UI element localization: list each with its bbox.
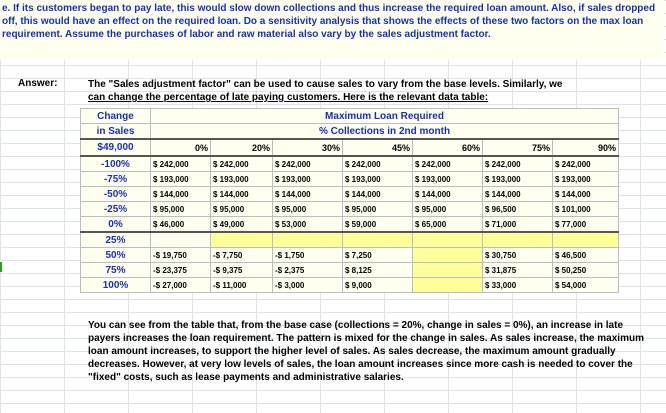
value-cell: $ 59,000 <box>343 217 413 233</box>
value-cell: $ 242,000 <box>151 156 211 172</box>
value-cell: $ 144,000 <box>343 187 413 202</box>
value-cell: $ 193,000 <box>211 172 273 187</box>
table-row <box>81 217 619 233</box>
pct-header-cell: 45% <box>343 139 413 156</box>
value-cell: -$ 9,375 <box>211 263 273 278</box>
answer-label: Answer: <box>18 78 58 89</box>
value-cell: $ 95,000 <box>151 202 211 217</box>
value-cell: $ 101,000 <box>553 202 619 217</box>
value-cell: -$ 2,375 <box>273 263 343 278</box>
value-cell: $ 65,000 <box>413 217 483 233</box>
value-cell: $ 144,000 <box>211 187 273 202</box>
change-cell: 0% <box>81 217 151 233</box>
value-cell <box>413 248 483 263</box>
change-cell: 100% <box>81 278 151 293</box>
table-row <box>81 202 619 217</box>
value-cell: $ 193,000 <box>553 172 619 187</box>
conclusion-paragraph: You can see from the table that, from the base case (collections = 20%, change in sales = 0%), an increase in late payers increases the loan requirement. The pattern is mixed for the change in sales. As sales increase, the maximum loan amount increases, to support the higher level of sales. As sales decrease, the maximum amount gradually decreases. However, at very low levels of sales, the loan amount increases since more cash is needed to cover the "fixed" costs, such as lease payments and administrative salaries. <box>88 320 644 383</box>
pct-header-cell: 60% <box>413 139 483 156</box>
value-cell: $ 193,000 <box>343 172 413 187</box>
value-cell: $ 242,000 <box>413 156 483 172</box>
value-cell: $ 144,000 <box>273 187 343 202</box>
value-cell: $ 193,000 <box>413 172 483 187</box>
value-cell <box>151 232 211 248</box>
value-cell: -$ 27,000 <box>151 278 211 293</box>
value-cell: $ 96,500 <box>483 202 553 217</box>
change-header: Change <box>81 109 151 124</box>
value-cell: $ 8,125 <box>343 263 413 278</box>
value-cell: -$ 3,000 <box>273 278 343 293</box>
table-row <box>81 278 619 293</box>
value-cell: $ 95,000 <box>343 202 413 217</box>
value-cell: $ 144,000 <box>553 187 619 202</box>
value-cell: $ 144,000 <box>483 187 553 202</box>
value-cell: $ 242,000 <box>553 156 619 172</box>
value-cell <box>413 263 483 278</box>
value-cell: $ 30,750 <box>483 248 553 263</box>
value-cell: $ 9,000 <box>343 278 413 293</box>
value-cell <box>413 278 483 293</box>
value-cell: $ 71,000 <box>483 217 553 233</box>
value-cell: $ 54,000 <box>553 278 619 293</box>
value-cell: -$ 19,750 <box>151 248 211 263</box>
value-cell <box>483 232 553 248</box>
value-cell <box>273 232 343 248</box>
change-cell: 50% <box>81 248 151 263</box>
value-cell: -$ 1,750 <box>273 248 343 263</box>
pct-header-cell: 30% <box>273 139 343 156</box>
value-cell <box>343 232 413 248</box>
max-loan-header: Maximum Loan Required <box>151 109 619 124</box>
value-cell: $ 33,000 <box>483 278 553 293</box>
value-cell <box>413 232 483 248</box>
value-cell: $ 49,000 <box>211 217 273 233</box>
change-cell: 25% <box>81 232 151 248</box>
value-cell: $ 242,000 <box>343 156 413 172</box>
value-cell: $ 95,000 <box>211 202 273 217</box>
value-cell: $ 7,250 <box>343 248 413 263</box>
value-cell: $ 31,875 <box>483 263 553 278</box>
intro-line-2: can change the percentage of late paying customers. Here is the relevant data table: <box>88 92 489 103</box>
table-row <box>81 232 619 248</box>
collections-header: % Collections in 2nd month <box>151 124 619 140</box>
pct-header-cell: 20% <box>211 139 273 156</box>
value-cell: $ 193,000 <box>483 172 553 187</box>
value-cell: $ 242,000 <box>211 156 273 172</box>
table-body <box>81 156 619 293</box>
value-cell: $ 77,000 <box>553 217 619 233</box>
value-cell <box>553 232 619 248</box>
value-cell: -$ 23,375 <box>151 263 211 278</box>
table-row <box>81 172 619 187</box>
change-cell: -75% <box>81 172 151 187</box>
value-cell: -$ 7,750 <box>211 248 273 263</box>
change-cell: -50% <box>81 187 151 202</box>
value-cell: $ 242,000 <box>273 156 343 172</box>
row-marker <box>0 262 2 272</box>
question-text: e. If its customers began to pay late, this would slow down collections and thus increase the required loan amount. Also, if sales dropped off, this would have an effect on the required loan. Do a sensitivity analysis that shows the effects of these two factors on the max loan requirement. Assume the purchases of labor and raw material also vary by the sales adjustment factor. <box>0 0 664 60</box>
table-row <box>81 187 619 202</box>
in-sales-header: in Sales <box>81 124 151 140</box>
table-row <box>81 263 619 278</box>
pct-header-cell: 75% <box>483 139 553 156</box>
value-cell: $ 144,000 <box>413 187 483 202</box>
value-cell: $ 95,000 <box>413 202 483 217</box>
value-cell: $ 193,000 <box>273 172 343 187</box>
pct-header-cell: 90% <box>553 139 619 156</box>
change-cell: -100% <box>81 156 151 172</box>
value-cell <box>211 232 273 248</box>
value-cell: $ 193,000 <box>151 172 211 187</box>
value-cell: $ 53,000 <box>273 217 343 233</box>
intro-line-1: The "Sales adjustment factor" can be used to cause sales to vary from the base levels. Similarly, we <box>88 79 563 90</box>
value-cell: $ 242,000 <box>483 156 553 172</box>
table-row <box>81 156 619 172</box>
value-cell: $ 144,000 <box>151 187 211 202</box>
pct-header-cell: 0% <box>151 139 211 156</box>
value-cell: $ 46,500 <box>553 248 619 263</box>
change-cell: 75% <box>81 263 151 278</box>
sensitivity-table <box>80 108 619 293</box>
value-cell: $ 50,250 <box>553 263 619 278</box>
base-value-cell: $49,000 <box>81 139 151 156</box>
value-cell: $ 95,000 <box>273 202 343 217</box>
change-cell: -25% <box>81 202 151 217</box>
table-row <box>81 248 619 263</box>
value-cell: -$ 11,000 <box>211 278 273 293</box>
intro-paragraph <box>88 78 648 104</box>
value-cell: $ 46,000 <box>151 217 211 233</box>
